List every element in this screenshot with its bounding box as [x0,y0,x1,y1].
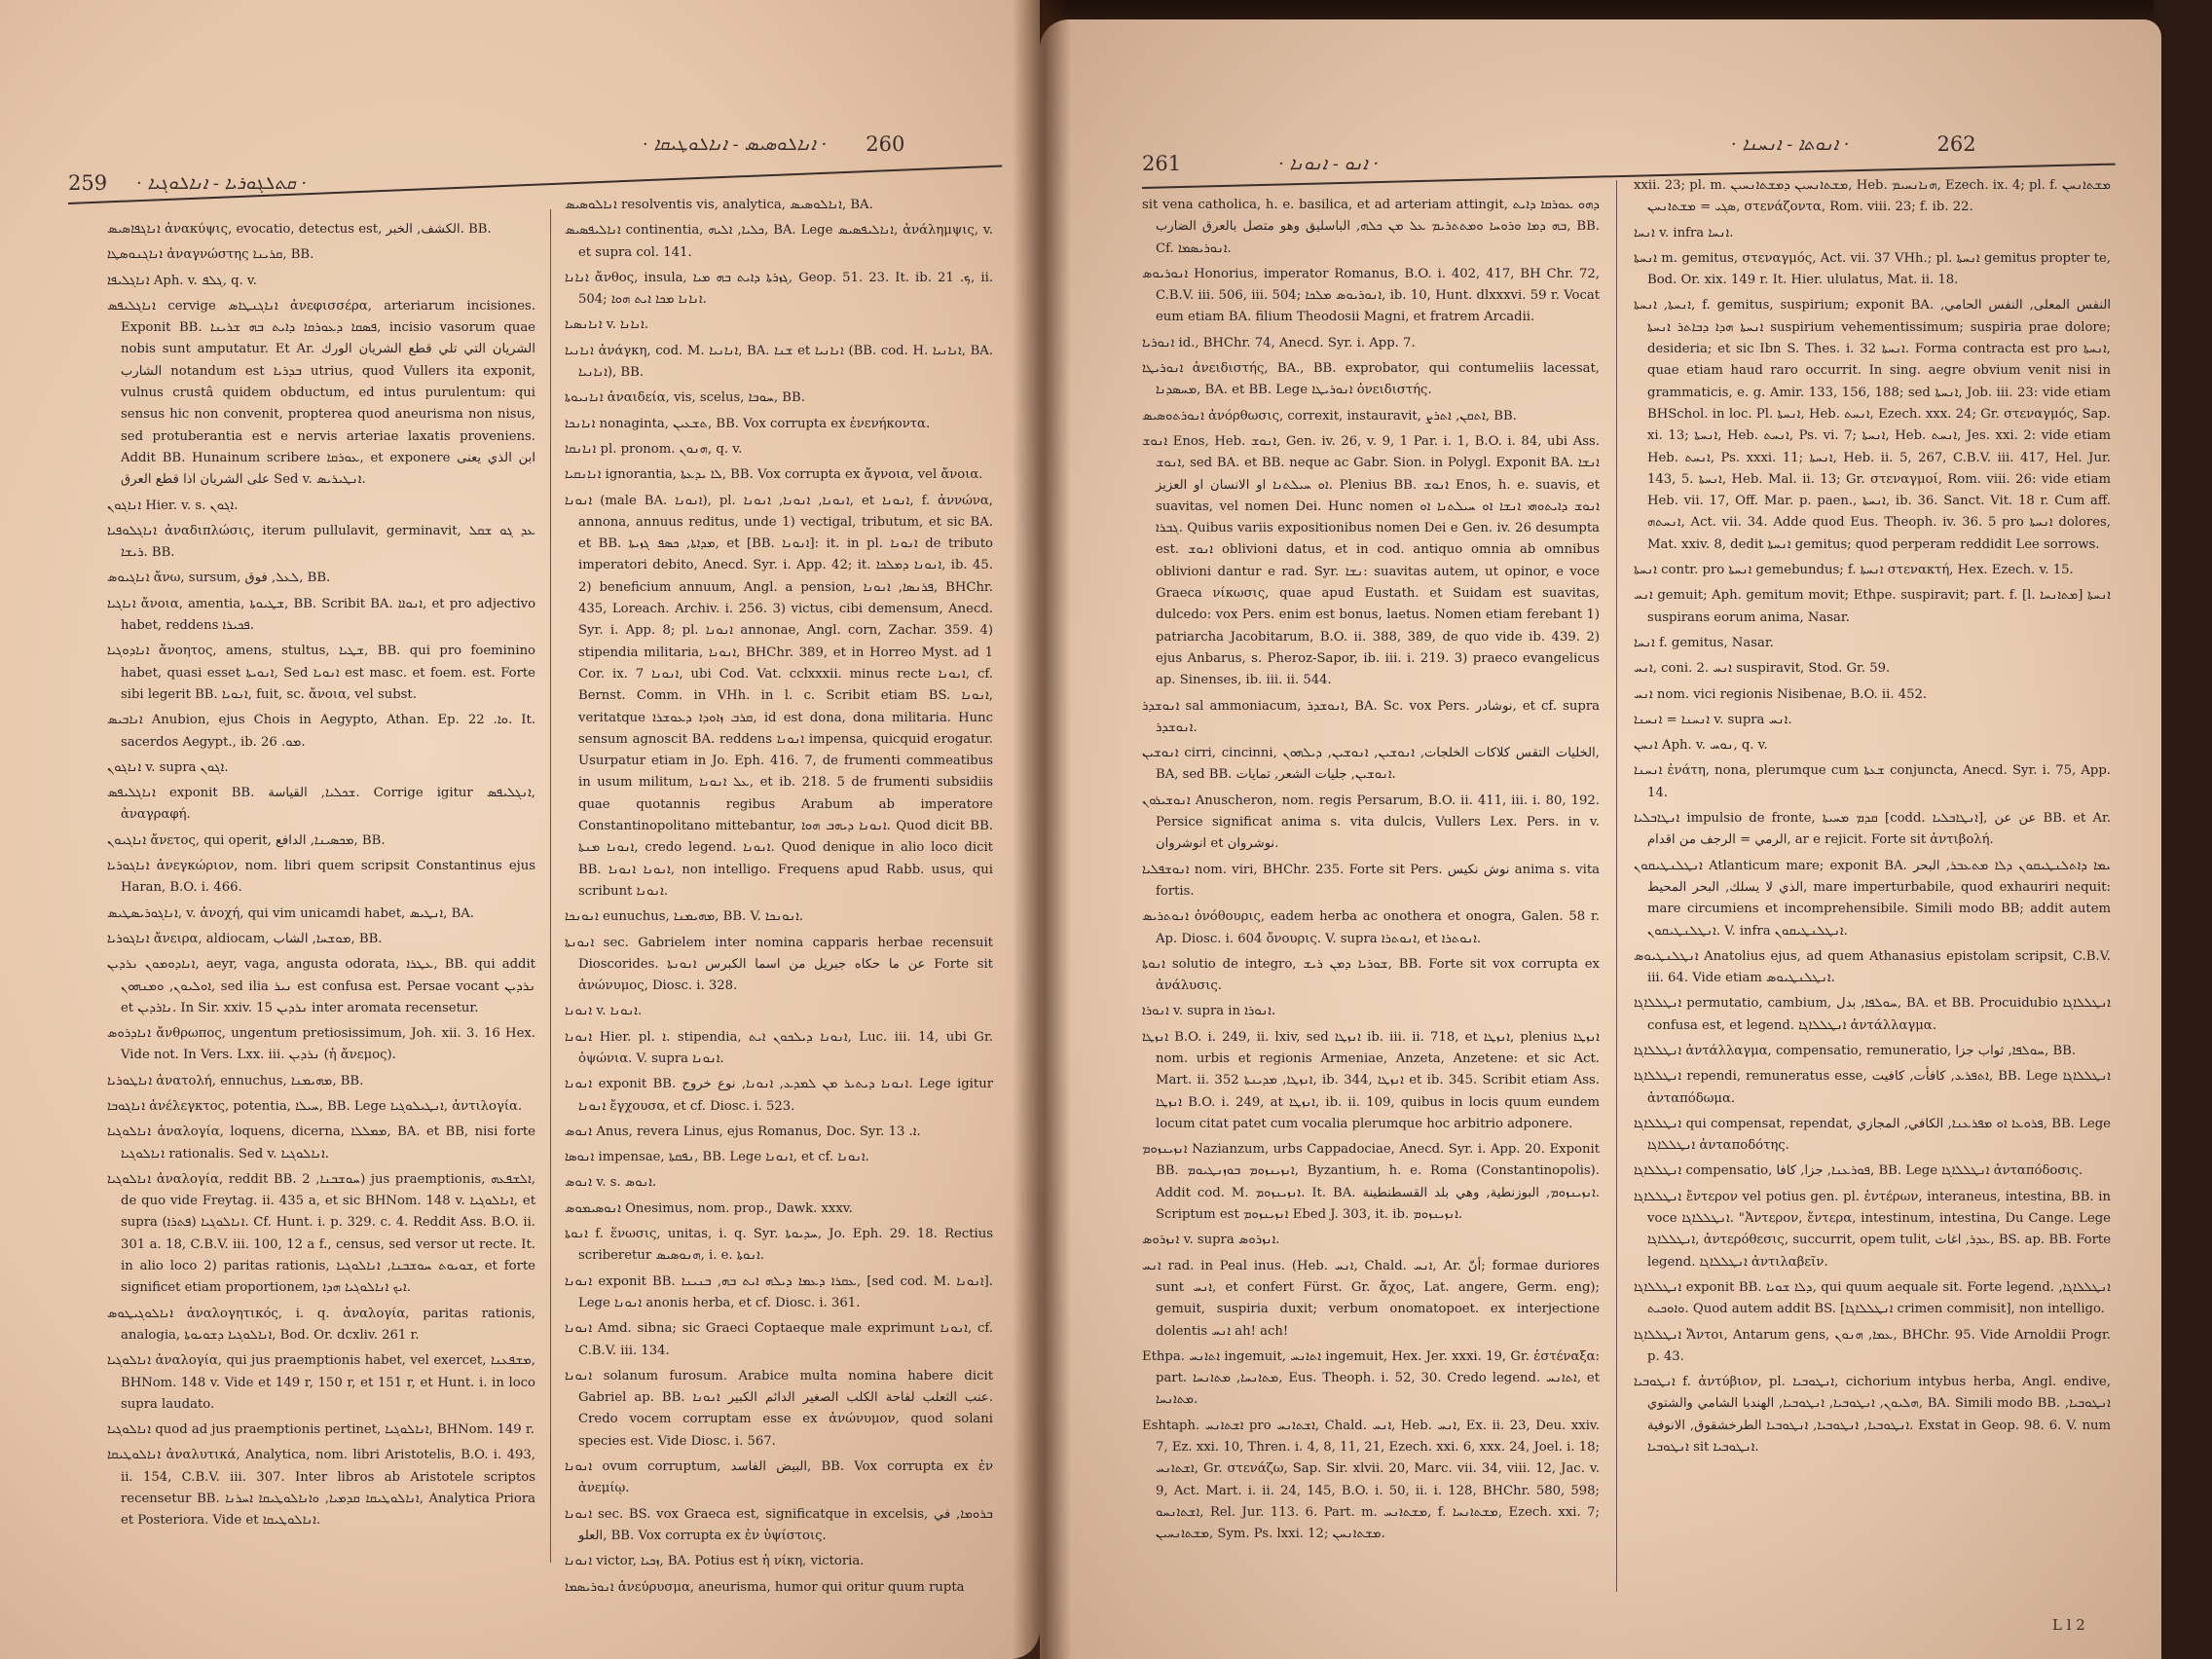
text-column-1 [107,219,535,1563]
dictionary-entry: ܐܢܘܢܐ ovum corruptum, البيض الفاسد, BB. Vox corrupta ex ἐν ἀνεμίῳ. [565,1459,993,1496]
dictionary-entry: ܐܢܘܫ Enos, Heb. ܐܢܘܫ, Gen. iv. 26, v. 9, 1 Par. i. 1, B.O. i. 84, ubi Ass. ܐܢܘܫ, sed BA. et BB. neque ac Gabr. Sion. in Polygl. Exponit BA. ܐܢܫܐ ܐܘ ܚܝܠܬܢܐ او الانسان او العزيز. Plenius BB. ܐܢܘܫ Enos, h. e. suavis, et suavitas, vel nomen Dei. Hunc nomen ܐܢܘܫ ܕܐܝܬܘܗܝ ܐܢܫܐ ܐܘ ܚܝܠܬܢܐ ܐܘ ܓܒܪܐ. Quibus variis expositionibus nomen Dei e Gen. iv. 26 desumpta est. ܐܢܘܫ oblivioni datus, et in cod. antiquo omnia ab omnibus oblivioni dantur e rad. Syr. ܢܫܐ: suavitas autem, ut opinor, e voce Graeca νίκωσις, quae apud Eustath. et Suidam est suavitas, dulcedo: vox Pers. enim est bonus, laetus. Nomen etiam ferebant 1) patriarcha Jacobitarum, B.O. ii. 388, 389, de quo vide ib. 439. 2) ejus Anbarus, s. Pheroz-Sapor, ib. iii. i. 219. 3) praeco evangelicus ap. Sinenses, ib. iii. ii. 544. [1142,433,1600,688]
dictionary-entry: ܐܢܘܣ v. s. ܐܢܘܣ. [565,1175,657,1191]
dictionary-entry: ܐܢܐܠܘܣܝܣ resolventis vis, analytica, ܐܢܐܠܘܣܝܣ, BA. [565,198,873,212]
left-page [0,0,1040,1659]
running-title: · ܩܬܠܓܘܪܝܐ - ܐܢܐܠܘܓܝܐ · [136,172,308,194]
dictionary-entry: ܐܢܘܪܐ v. supra in ܐܢܘܪܐ. [1142,1004,1276,1019]
dictionary-entry: ܐܢܘܬܪܝܣ ὀνόθουρις, eadem herba ac onothera et onogra, Galen. 58 r. Ap. Diosc. i. 604 ὄνουρις. V. supra ܐܢܘܬܪܐ, et ܐܢܘܬܪܐ. [1142,909,1600,946]
dictionary-entry: ܐܢܚܢܐ ἐνάτη, nona, plerumque cum ܫܥܬܐ conjuncta, Anecd. Syr. i. 75, App. 14. [1634,763,2112,800]
dictionary-entry: ܐܢܚܬܐ, ܐܢܚܬܐ, f. gemitus, suspirium; exponit BA. النفس المعلى, النفس الحامي, ܐܢܚܬܐ ܗܕܐ ܕܒܐܬܪ ܐܢܚܬܐ suspirium vehementissimum; suspiria prae dolore; desideria; et sic Ibn S. Thes. i. 32 ܐܢܚܬܐ. Forma contracta est pro ܐܢܚܬܐ, quae etiam haud raro occurrit. In sing. aegre obvium venit nisi in grammaticis, e. g. Amir. 133, 156, 188; sed ܐܢܚܬܐ, Job. iii. 23: vide etiam BHSchol. in loc. Pl. ܐܢܚܬܐ, Heb. ܐܢܚܬ, Ezech. xxx. 24; Gr. στεναγμός, Sap. xi. 13; ܐܢܚܬܐ, Heb. ܐܢܚܬ, Ps. vi. 7; ܐܢܚܬܐ, Heb. ܐܢܚܬ, Jes. xxi. 2: vide etiam Heb. ܐܢܚܬ, Ps. xxxi. 11; ܐܢܚܬܐ, Heb. ii. 5, 267, C.B.V. iii. 417, Hel. Jur. 143, 5. ܐܢܚܬܐ, Heb. Mal. ii. 13; Gr. στεναγμοί, Rom. viii. 26: vide etiam Heb. vii. 17, Off. Mar. p. paen., ܐܢܚܬܐ, ib. 36. Sanct. Vit. 18 r. Cum aff. ܐܢܚܬܗ, Act. vii. 34. Adde quod Eus. Theoph. iv. 36. 5 pro ܐܢܚܬܐ dolores, Mat. xxiv. 8, dedit ܐܢܚܬܐ gemitus; quod perperam reddidit Lee sorrows. [1634,298,2112,552]
dictionary-entry: ܐܢܙܛܐ B.O. i. 249, ii. lxiv, sed ܐܢܙܛܐ ib. iii. ii. 718, et ܐܢܙܛܐ, plenius ܐܢܙܛܐ nom. urbis et regionis Armeniae, Anzeta, Anzetene: et sic Act. Mart. ii. 352 ܐܢܙܛܐ, ܡܕܝܢܬܐ, ib. 344, ܐܢܙܛܐ et ib. 345. Scribit etiam Ass. ܐܢܙܛܐ B.O. i. 249, at ܐܢܙܛܐ, ib. ii. 109, quibus in locis quum eundem locum citat patet cum vocalia plerumque hoc arbitrio adponere. [1142,1029,1601,1131]
dictionary-entry: ܐܢܘܫܝܪܘܢ Anuscheron, nom. regis Persarum, B.O. ii. 411, iii. i. 80, 192. Persice significat anima s. vita dulcis, Vullers Lex. Pers. in v. انوشروان et نوشروان. [1142,793,1600,852]
running-title: · ܐܢܘܬܐ - ܐܢܚܢܐ · [1731,133,1850,155]
dictionary-entry: ܐܢܚ gemuit; Aph. gemitum movit; Ethpe. suspiravit; part. f. [l. ܡܬܐܢܚܐ] ܐܢܚܬܐ suspirans eorum anima, Nasar. [1634,588,2111,625]
dictionary-entry: ܐܢܐܠܘܓܝܐ ἀναλογία, reddit BB. ܚܘܫܒܢܐ, 2) jus praemptionis, ܐܠܫܦܥܗ, de quo vide Freytag. ii. 435 a, et sic BHNom. 148 v. ܐܢܐܠܘܓܝܐ, et supra (ܦܬܪܐ) ܐܢܐܠܘܓܝܐ. Cf. Hunt. i. p. 329. c. 4. Reddit Ass. B.O. ii. 301 a. 18, C.B.V. iii. 100, 12 a f., census, sed versor ut recte. It. in alio loco 2) paritas rationis, ܫܘܝܘܬ ܚܘܫܒܢܐ, ܐܢܐܠܘܓܝܐ, et forte significet etiam proportionem, ܐܝܟ ܐܢܐܠܘܓܝܐ ܗܕܐ. [107,1171,535,1296]
dictionary-entry: ܐܢܛܠܢܛܝܩܘܢ Atlanticum mare; exponit BA. ܝܡܐ ܕܐܬܠܢܛܝܩܘܢ ܕܠܐ ܡܬܥܒܪ, البحر الذي لا يسلك, البحر المحيط, mare imperturbabile, quod exhauriri nequit: mare circumiens et incomprehensibile. Simili modo BB; addit autem ܐܢܛܠܢܛܝܩܘܢ. V. infra ܐܢܛܠܢܛܝܩܘܢ. [1634,858,2111,939]
dictionary-entry: ܐܢܘܣ Anus, revera Linus, ejus Romanus, Doc. Syr. ܐ. 13. [565,1124,921,1139]
dictionary-entry: ܐܢܐܢܩܝܐ ignorantia, ܠܐ ܝܕܥܬܐ, BB. Vox corrupta ex ἄγνοια, vel ἄνοια. [565,467,983,483]
dictionary-entry: ܐܢܙܪܘܣ v. supra ܐܢܙܪܘܣ. [1142,1233,1280,1248]
dictionary-entry: sit vena catholica, h. e. basilica, et ad arteriam attingit, ܕܗܘ ܥܘܪܩܐ ܕܐܝܬ ܒܗ ܕܡܐ ܘܪܘܚܐ ܘܡܬܬܪܝܡ ܥܠ ܡܢ ܟܠܗ, الباسليق وهو متصل بالعرق الضارب, BB. Cf. ܐܢܘܪܝܣܡܐ. [1142,198,1601,256]
page-header-right [643,127,904,162]
dictionary-entry: ܐܢܐܓܠܝܦܣ exponit BB. ܫܟܠܝܐ, القياسة. Corrige igitur ܐܢܓܠܝܦܣ, ἀναγραφή. [107,786,535,823]
dictionary-entry: ܐܢܐܠܘܛܝܩܐ ἀναλυτικά, Analytica, nom. libri Aristotelis, B.O. i. 493, ii. 154, C.B.V. iii. 307. Inter libros ab Aristotele scriptos recensetur BB. ܐܢܐܠܘܛܝܩܐ ܩܕܡܝܐ, ܘܐܢܐܠܘܛܝܩܐ ܐܚܪܢܐ, Analytica Priora et Posteriora. Vide et ܐܢܐܠܘܛܝܩܐ. [107,1448,536,1529]
dictionary-entry: ܐܢܐܓܠܘܦܝܐ ἀναδιπλώσις, iterum pullulavit, germinavit, ܥܕ ܓܘ ܫܩܠ ܪܝܫܐ. BB. [107,523,535,561]
dictionary-entry: ܐܢܘܪܝܣܡܐ ἀνεύρυσμα, aneurisma, humor qui oritur quum rupta [565,1579,965,1595]
entries [1634,175,2111,1458]
dictionary-entry: ܐܢܐܓܢܘܣܛܐ ἀναγνώστης ܩܪܝܢܐ, BB. [107,247,314,263]
dictionary-entry: ܐܢܐܠܘܓܝܐ ἀναλογία, loquens, dicerna, ܡܡܠܠܐ, BA. et BB, nisi forte ܐܢܐܠܘܓܝܐ rationalis. Sed v. ܐܢܐܠܘܓܝܐ. [107,1124,535,1161]
dictionary-entry: ܐܢܘܢܐ v. ܐܢܘܢܐ. [565,1004,643,1019]
dictionary-entry: ܐܢܐܢܣܝܐ v. ܐܢܐܢܐ. [565,317,649,333]
dictionary-entry: ܐܢܘܢܐ solanum furosum. Arabice multa nomina habere dicit Gabriel ap. BB. عنب الثعلب لفاحة الكلب الصغير الدائم الكبير ܐܢܘܢܐ. Credo vocem corruptam esse ex ἀνώνυμον, quod solani species est. Vide Diosc. i. 567. [565,1368,994,1449]
dictionary-entry: ܐܢܘܢܐ exponit BB. ܥܩܪܐ ܕܥܡܐ ܕܝܠܗ ܐܝܬ ܒܗ, ܒܢܝܢܐ, [sed cod. M. ܐܢܘܢܐ]. Lege ܐܢܘܢܐ anonis herba, et cf. Diosc. i. 361. [565,1273,993,1310]
right-page [1040,19,2161,1659]
dictionary-entry: ܐܢܐܓܝܘܣ ἄνω, sursum, ܠܥܠ, فوق, BB. [107,571,331,586]
dictionary-entry: Eshtaph. ܐܫܬܐܢܚ pro ܐܫܬܐܢܚ, Chald. ܐܢܚ, Heb. ܐܢܚ, Ex. ii. 23, Deu. xxiv. 7, Ez. xxi. 10, Thren. i. 4, 8, 11, 21, Ezech. xxi. 6, xxx. 24, Joel. i. 18; ܐܫܬܐܢܚ, Gr. στενάζω, Sap. Sir. xlvii. 20, Marc. vii. 34, viii. 12, Jac. v. 9, Act. Mart. i. ii. 24, 145, B.O. i. 50, ii. i. 128, BHChr. 580, 598; ܐܫܬܐܢܚܘ, Rel. Jur. 113. 6. Part. m. ܡܫܬܐܢܚ, f. ܡܫܬܐܢܚܐ, Ezech. xxi. 7; ܡܫܬܐܢܚܝܢ, Sym. Ps. lxxi. 12; ܡܫܬܐܢܚܢ. [1142,1418,1601,1542]
dictionary-entry: ܐܢܚܬܐ contr. pro ܐܢܚܬܐ gemebundus; f. ܐܢܚܬܐ στενακτή, Hex. Ezech. v. 15. [1634,563,2074,578]
page-number: 259 [68,171,108,195]
dictionary-entry: ܐܢܘܢܐ exponit BB. ܐܢܘܢܐ ܕܝܬܝܪ ܡܢ ܠܡܕܥ, ܐܢܘܢܐ, نوع خروج. Lege igitur ܐܢܘܢܐ ἔγχουσα, et cf. Diosc. i. 523. [565,1077,993,1114]
dictionary-entry: ܐܢܐܕܘܡܘܢ ܢܪܕܝܢ, aeyr, vaga, angusta odorata, ܥܛܪܐ, BB. qui addit ܐܘܠܝܘܢ, ܘܡܢܗܘܢ, sed ilia ܢܝܪ est confusa est. Persae vocant ܢܪܕܝܢ et ܢܐܪܕܝܢ. In Sir. xxiv. 15 ܢܪܕܝܢ inter aromata recensetur. [107,957,536,1015]
page-number: 261 [1142,152,1182,175]
dictionary-entry: ܐܢܙܝܢܙܘܡ Nazianzum, urbs Cappadociae, Anecd. Syr. i. App. 20. Exponit BB. ܐܢܙܝܢܙܘܡ ܒܘܙܢܛܝܘܡ, Byzantium, h. e. Roma (Constantinopolis). Addit cod. M. ܐܢܙܝܢܙܘܡ. It. BA. ܐܢܙܝܢܙܘܡ, البوزنطية, وهي بلد القسطنطينة. Scriptum est ܐܢܙܝܢܙܘܡ Ebed J. 303, it. ib. ܐܢܙܝܢܙܘܡ. [1142,1142,1601,1223]
dictionary-entry: ܐܢܐܓܘܪܝܣܛܝܣ, v. ἀνοχή, qui vim unicamdi habet, ܐܢܛܝܣ, BA. [107,905,474,921]
dictionary-entry: ܐܢܐܢܟܐ nonaginta, ܬܫܥܝܢ, BB. Vox corrupta ex ἐνενήκοντα. [565,416,931,431]
dictionary-entry: ܐܢܘܣܐ impensae, ܢܦܩܬܐ, BB. Lege ܐܢܘܢܐ, et cf. ܐܢܘܢܐ. [565,1150,869,1165]
text-column-4 [1634,175,2111,1597]
dictionary-entry: ܐܢܛܘܒܝܐ f. ἀντύβιον, pl. ܐܢܛܘܒܝܐ, cichorium intybus herba, Angl. endive, ܗܠܝܘܢ, ܐܢܛܘܒܝܐ, ܐܢܛܘܒܝܐ, الهندبا الشامي والشتوي, BA. Simili modo BB. ܐܢܛܘܒܝܐ, ܐܢܛܘܒܝܐ, ܐܢܛܘܒܝܐ, ܐܢܛܘܒܝܐ الطرخشقوق, الانوفية. Exstat in Geop. 98. 6. V. num ܐܢܛܘܒܝܐ sit ܐܢܛܘܒܝܐ. [1634,1375,2112,1456]
entries [565,195,993,1599]
dictionary-entry: ܐܢܛܠܠܐܓܐ rependi, remuneratus esse, ܐܬܦܪܥ, كافأت, كافيت, BB. Lege ܐܢܛܠܠܐܓܐ ἀνταπόδωμα. [1634,1069,2111,1106]
dictionary-entry: ܐܢܚ nom. vici regionis Nisibenae, B.O. ii. 452. [1634,686,1928,702]
column-divider [550,209,551,1563]
dictionary-entry: ܐܢܘܪܝܘܣ Honorius, imperator Romanus, B.O. i. 402, 417, BH Chr. 72, C.B.V. iii. 506, iii. 504; ܐܢܘܪܝܘܣ ܡܠܟܐ, ib. 10, Hunt. dlxxxvi. 59 r. Vocat eum etiam BA. filium Theodosii Magni, et fratrem Arcadii. [1142,266,1601,325]
dictionary-entry: Ethpa. ܐܬܐܢܚ ingemuit, ܐܬܐܢܚ ingemuit, Hex. Jer. xxxi. 19, Gr. ἐστέναξα: part. ܡܬܐܢܚܐ, ܡܬܐܢܚܐ, Eus. Theoph. i. 52, 30. Credo legend. ܐܬܐܢܚ, et ܡܬܐܢܚܐ. [1142,1348,1601,1408]
page-header-left [1142,146,1379,181]
dictionary-entry: ܐܢܐܠܘܓܝܐ ἀναλογία, qui jus praemptionis habet, vel exercet, ܡܫܦܥܢܐ, BHNom. 148 v. Vide et 149 r, 150 r, et 151 r, et Hunt. i. in loco supra laudato. [107,1353,535,1412]
dictionary-entry: ܐܢܘܪܬܘܣܝܣ ἀνόρθωσις, correxit, instauravit, ܐܬܩܢ, ܐܬܪܨ, BB. [1142,408,1517,424]
dictionary-entry: ܐܢܐܠܘܓܝܐ quod ad jus praemptionis pertinet, ܐܢܐܠܘܓܝܐ, BHNom. 149 r. [107,1422,535,1438]
dictionary-entry: ܐܢܘܬܐ f. ἕνωσις, unitas, i. q. Syr. ܚܕܝܘܬܐ, Jo. Eph. 29. 18. Rectius scriberetur ܗܢܘܣܝܣ, i. e. ܐܢܘܬܐ. [565,1227,993,1264]
dictionary-entry: ܐܢܐܓܝܘܢ ἄνετος, qui operit, ܡܟܣܝܢܐ, الدافع, BB. [107,832,386,848]
dictionary-entry: ܐܢܚܐ f. gemitus, Nasar. [1634,635,1774,650]
signature-mark: L l 2 [2052,1616,2085,1634]
dictionary-entry: ܐܢܐܓܠܝܦܐ Aph. v. ܓܠܦ, q. v. [107,273,257,288]
dictionary-entry: ܐܢܛܠܠܐܓܐ exponit BB. ܕܠܐ ܫܘܝܐ, qui quum aequale sit. Forte legend. ܐܢܛܠܠܐܓܐ, ܘܐܘܟܝܬ. Quod autem addit BS. [ܐܢܛܠܠܐܓܐ crimen commisit], non intelligo. [1634,1279,2111,1317]
page-number: 262 [1936,132,1976,156]
dictionary-entry: ܐܢܐܕܪܘܣ ἄνθρωπος, ungentum pretiosissimum, Joh. xii. 3. 16 Hex. Vide not. In Vers. Lxx. iii. ܢܪܕܝܢ (ἡ ἄνεμος). [107,1026,535,1063]
dictionary-entry: ܐܢܘܢܐ victor, ܙܟܝܐ, BA. Potius est ἡ νίκη, victoria. [565,1554,865,1569]
dictionary-entry: ܐܢܐܓܝܐ ἄνοια, amentia, ܫܛܝܘܬܐ, BB. Scribit BA. ܐܢܘܐܐ, et pro adjectivo habet, reddens ܦܟܝܪܐ. [107,596,536,634]
dictionary-entry: ܐܢܛܠܠܐܓܐ qui compensat, rependat, ܦܪܘܥܐ ܐܘ ܡܦܪܥܢܐ, الكافي, المجازي, BB. Lege ܐܢܛܠܠܐܓܐ ἀνταποδότης. [1634,1116,2111,1154]
dictionary-entry: ܐܢܐܢܝܐ ἀνάγκη, cod. M. ܐܢܐܢܝܐ, BA. ܫܢܐ et ܐܢܐܢܝܐ (BB. cod. H. ܐܢܐܢܝܐ, BA. ܐܢܐܢܝܐ), BB. [565,343,994,381]
dictionary-entry: ܐܢܚ, coni. 2. ܐܢܚ suspiravit, Stod. Gr. 59. [1634,661,1891,677]
text-column-3 [1142,195,1600,1597]
column-divider [1616,180,1617,1592]
dictionary-entry: ܐܢܐܕܘܓܝܐ ἄνοητος, amens, stultus, ܫܛܝܐ, BB. qui pro foeminino habet, quasi esset ܐܢܘܝܬܐ, Sed ܐܢܘܝܐ est masc. et foem. est. Forte sibi legerit BB. ܐܢܘܝܐ, fuit, sc. ἄνοια, vel subst. [107,644,535,702]
page-header-right [1731,127,1976,162]
dictionary-entry: ܐܢܐܠܘܓܝܛܘܣ ἀναλογητικός, i. q. ἀναλογία, paritas rationis, analogia, ܐܢܐܠܘܓܝܐ ܕܫܘܝܘܬܐ, Bod. Or. dcxliv. 261 r. [107,1306,535,1343]
dictionary-entry: ܐܢܘܢܐ sec. BS. vox Graeca est, significatque in excelsis, ܒܪܘܡܐ, في العلو, BB. Vox corrupta ex ἐν ὑψίστοις. [565,1506,993,1543]
dictionary-entry: xxii. 23; pl. m. ܡܫܬܐܢܚܝܢ ܕܡܫܬܐܢܚܝܢ, Heb. ܗܢܐܢܚܝܡ, Ezech. ix. 4; pl. f. ܡܫܬܐܢܚܢ ܣܓܝ = ܡܫܬܐܢܚܢ, στενάζοντα, Rom. viii. 23; f. ib. 22. [1634,178,2112,215]
dictionary-entry: ܐܢܐܒܝܣ Anubion, ejus Chois in Aegypto, Athan. Ep. ܘܐ. 22. It. sacerdos Aegypt., ib. ܡܘ. 26. [107,713,535,750]
dictionary-entry: ܐܢܐܢܝܘܬܐ ἀναιδεία, vis, scelus, ܚܘܒܐ, BB. [565,390,805,406]
dictionary-entry: ܐܢܘܪܝܛܐ ἀνειδιστής, BA., BB. exprobator, qui contumeliis lacessat, ܡܚܣܕܢܐ, BA. et BB. Lege ܐܢܘܪܝܛܐ ὀνειδιστής. [1142,361,1600,398]
entries [107,219,535,1532]
dictionary-entry: ܐܢܛܠܠܐܓܐ ἀντάλλαγμα, compensatio, remuneratio, ܚܘܠܦܐ, ثواب جزا, BB. [1634,1043,2077,1058]
running-title: · ܐܢܐܠܘܣܝܣ - ܐܢܐܠܘܛܝܩܐ · [643,133,828,155]
dictionary-entry: ܐܢܛܠܢܛܝܘܣ Anatolius ejus, ad quem Athanasius epistolam scripsit, C.B.V. iii. 64. Vide etiam ܐܢܛܠܢܛܝܘܣ. [1634,948,2111,986]
dictionary-entry: ܐܢܐܓܘܒܐ ἀνέλεγκτος, potentia, ܚܝܠܐ, BB. Lege ܐܢܛܝܠܘܓܝܐ, ἀντιλογία. [107,1098,523,1114]
dictionary-entry: ܐܢܐܢܩܐ pl. pronom. ܗܢܘܢ, q. v. [565,441,743,457]
dictionary-entry: ܐܢܐܓܦܐܣܝܣ ἀνακύψις, evocatio, detectus est, الكشف, الخبر. BB. [107,222,492,237]
dictionary-entry: ܐܢܚܐ v. infra ܐܢܚܐ. [1634,225,1734,240]
dictionary-entry: ܐܢܐܛܘܪܝܐ ἀνατολή, ennuchus, ܡܗܝܡܢܐ, BB. [107,1073,364,1088]
dictionary-entry: ܐܢܘܢܟܐ eunuchus, ܡܗܝܡܢܐ, BB. V. ܐܢܘܢܟܐ. [565,909,804,925]
running-title: · ܐܢܘ - ܐܢܘܢܐ · [1278,153,1380,174]
dictionary-entry: ܐܢܐܢܐ ἄνθος, insula, ܓܙܪܬܐ ܕܐܝܬ ܒܗ ܡܝܐ, Geop. 51. 23. It. ib. ܟ. 21, ii. 504; ܐܢܐܢܐ ܡܟܐ ܐܝܬ ܗܘܐ. [565,270,994,308]
dictionary-entry: ܐܢܘܫܝܢ cirri, cincinni, الخليات التقس كلاكات الخلجات, ܐܢܘܫܝܢ, ܐܢܘܫܝܢ, ܕܝܠܗܘܢ, BA, sed BB. ܐܢܘܫܝܢ, جليات الشعر, تمايات. [1142,746,1600,783]
dictionary-entry: ܐܢܛܠܠܐܓܐ compensatio, ܦܘܪܥܢܐ, جزا, كافا, BB. Lege ܐܢܛܠܠܐܓܐ ἀνταπόδοσις. [1634,1163,2083,1179]
dictionary-entry: ܐܢܛܐܒܠܝܐ impulsio de fronte, ܩܕܡ ܡܚܝܬܐ [codd. ܐܢܛܐܒܠܝܐ], عن عن BB. et Ar. الرمي = الرجف من اقدام, ar e rejicit. Forte sit ἀντιβολή. [1634,811,2112,848]
dictionary-entry: ܐܢܛܠܠܐܓܐ permutatio, cambium, ܚܘܠܦܐ, بدل, BA. et BB. Procuidubio ܐܢܛܠܠܐܓܐ confusa est, et legend. ܐܢܛܠܠܐܓܐ ἀντάλλαγμα. [1634,996,2111,1033]
dictionary-entry: ܐܢܛܠܠܐܓܐ Ἄντοι, Antarum gens, ܥܡܐ, ܗܢܘܢ, BHChr. 95. Vide Arnoldii Progr. p. 43. [1634,1327,2111,1364]
entries [1142,195,1600,1546]
dictionary-entry: ܐܢܘܬܐ solutio de integro, ܫܘܪܝܐ ܕܡܢ ܪܝܫ, BB. Forte sit vox corrupta ex ἀνάλυσις. [1142,956,1600,994]
dictionary-entry: ܐܢܚܢܐ = ܐܢܚܢܐ v. supra ܐܢܚ. [1634,712,1792,727]
text-column-2 [565,195,994,1595]
dictionary-entry: ܐܢܘܣܝܡܘܣ Onesimus, nom. prop., Dawk. xxxv. [565,1200,853,1216]
dictionary-entry: ܐܢܘܫܕܪ sal ammoniacum, ܐܢܘܫܕܪ, BA. Sc. vox Pers. نوشادر, et cf. supra ܐܢܘܫܕܪ. [1142,698,1600,735]
page-number: 260 [866,132,905,156]
dictionary-entry: ܐܢܐܓܠܝܦܣ cervige ܐܢܐܓܢܛܐܣ ἀνεφισσέρα, arteriarum incisiones. Exponit BB. ܦܣܩܐ ܕܥܘܪܩܐ ܕܐܝܬ ܒܗ ܫܪܝܢܐ, incisio vasorum quae nobis sunt amputatur. Et Ar. الشريان التي تلي قطع الشريان الورك الشارب notandum est ܒܕܪܝܐ utrius, quod Vullers ita exponit, vulnus crustâ quidem obductum, ed intus purulentum: qui sensus hic non convenit, propterea quod aneurisma non nisus, sed protuberantia est e nervis arteriae laxatis proveniens. Addit BB. Hunainum scribere ܥܘܪܩܐ, et exponere ابن الذي يعنى على الشريان اذا قطع العرق Sed v. ܐܢܛܝܪܝܣ. [107,298,536,488]
dictionary-entry: ܐܢܐܓܘܪܝܐ ἄνειρα, aldiocam, ܡܘܫܚܐ, الشاب, BB. [107,931,383,946]
dictionary-entry: ܐܢܘܢܐ Hier. pl. ܐ. stipendia, ܐܢܘܢܐ ܕܝܠܟܘܢ ܐܝܬ, Luc. iii. 14, ubi Gr. ὀψώνια. V. supra ܐܢܘܢܐ. [565,1029,994,1066]
dictionary-entry: ܐܢܘܢܐ Amd. sibna; sic Graeci Coptaeque male exprimunt ܐܢܘܢܐ, cf. C.B.V. iii. 134. [565,1321,994,1358]
dictionary-entry: ܐܢܐܓܘܪܝܐ ἀνεγκώριον, nom. libri quem scripsit Constantinus ejus Haran, B.O. i. 466. [107,859,535,896]
dictionary-entry: ܐܢܐܓܘܢ Hier. v. s. ܐܓܘܢ. [107,498,239,513]
dictionary-entry: ܐܢܘܫܦܠܝܐ nom. viri, BHChr. 235. Forte sit Pers. نوش نکیس anima s. vita fortis. [1142,862,1600,899]
dictionary-entry: ܐܢܚܢ Aph. v. ܢܘܚ, q. v. [1634,738,1768,754]
dictionary-entry: ܐܢܐܠܝܦܣܝܣ continentia, ܟܠܝܐ, ܐܠܝܗ, BA. Lege ܐܢܐܠܝܦܣܝܣ, ἀνάλημψις, v. et supra col. 141. [565,223,993,260]
dictionary-entry: ܐܢܚ rad. in Peal inus. (Heb. ܐܢܚ, Chald. ܐܢܚ, Ar. أنّ; formae duriores sunt ܐܢܚ, et confert Fürst. Gr. ἄχος, Lat. angere, Germ. eng); gemuit, suspiria duxit; verbum onomatopoet. ex interjectione dolentis ܐܢܚ ah! ach! [1142,1258,1601,1339]
dictionary-entry: ܐܢܘܢܐ (male BA. ܐܢܘܢܐ), pl. ܐܢܘܢܐ, ܐܢܘܢܐ, ܐܢܘܢܐ, et ܐܢܘܢܐ, f. ἀννώνα, annona, annuus reditus, unde 1) vectigal, tributum, et sic BA. et BB. ܡܕܐܬܐ, ܟܣܦ ܓܙܝܬܐ, et [BB. ܐܢܘܢܐ]: it. in pl. ܐܢܘܢܐ de tributo imperatori debito, Anecd. Syr. i. App. 42; it. ܐܢܘܢܐ ܕܡܠܟܐ, ib. 45. 2) beneficium annuum, Angl. a pension, ܦܪܢܣܐ, ܐܢܘܢܐ, BHChr. 435, Loreach. Archiv. i. 256. 3) victus, cibi demensum, Anecd. Syr. i. App. 8; pl. ܐܢܘܢܐ annonae, Angl. corn, Zachar. 359. 4) stipendia militaria, ܐܢܘܢܐ, BHChr. 389, et in Horreo Myst. ad 1 Cor. ix. 7 ܐܢܘܢܐ, ubi Cod. Vat. cclxxxii. minus recte ܐܢܘܢܐ, cf. Bernst. Comm. in VHh. in l. c. Scribit etiam BS. ܐܢܘܢܐ, veritatque ܩܪܒ ܙܐܘܕܐ ܕܥܘܫܪܐ, id est dona, dona militaria. Hunc sensum agnoscit BA. reddens ܐܢܘܢܐ impensa, quicquid erogatur. Usurpatur etiam in Jo. Eph. 416. 7, de frumenti commeatibus in usum militum, ܥܠ ܐܢܘܢܐ, et ib. 218. 5 de frumenti subsidiis quae quotannis regibus Arabum ab imperatore Constantinopolitano mittebantur, ܐܢܘܢܐ ܕܝܗܒ ܗܘܐ. Quod dicit BB. ܐܢܘܢܐ ܡܢܬܐ, credo legend. ܐܢܘܢܐ. Quod denique in alio loco dicit BB. ܐܢܘܢܐ ܐܢܘܢܐ, non intelligo. Frequens apud Rabb. usus, qui scribunt ܐܢܘܢܐ. [565,493,994,899]
dictionary-entry: ܐܢܚܬܐ m. gemitus, στεναγμός, Act. vii. 37 VHh.; pl. ܐܢܚܬܐ gemitus propter te, Bod. Or. xix. 149 r. It. Hier. ululatus, Mat. ii. 18. [1634,250,2111,288]
dictionary-entry: ܐܢܘܢܬܐ sec. Gabrielem inter nomina capparis herbae recensuit Dioscorides. عن ما حكاه جبريل من اسما الكبرس ܐܢܘܢܬܐ Forte sit ἀνώνυμος, Diosc. i. 328. [565,935,993,994]
dictionary-entry: ܐܢܛܠܠܐܓܐ ἔντερον vel potius gen. pl. ἐντέρων, interaneus, intestina, BB. in voce ܐܢܛܠܠܐܓܐ. "Ἀντερον, ἔντερα, intestinum, intestina, Du Cange. Lege ܐܢܛܠܠܐܓܐ, ἀντερόθεσις, succurrit, opem tulit, ܥܕܪ, اغاث, BS. ap. BB. Forte legend. ܐܢܛܠܠܐܓܐ ἀντιλαβεῖν. [1634,1189,2111,1270]
dictionary-entry: ܐܢܘܪܝܐ id., BHChr. 74, Anecd. Syr. i. App. 7. [1142,335,1416,350]
background-right [2154,0,2212,1659]
dictionary-entry: ܐܢܐܓܘܢ v. supra ܐܓܘܢ. [107,759,229,775]
